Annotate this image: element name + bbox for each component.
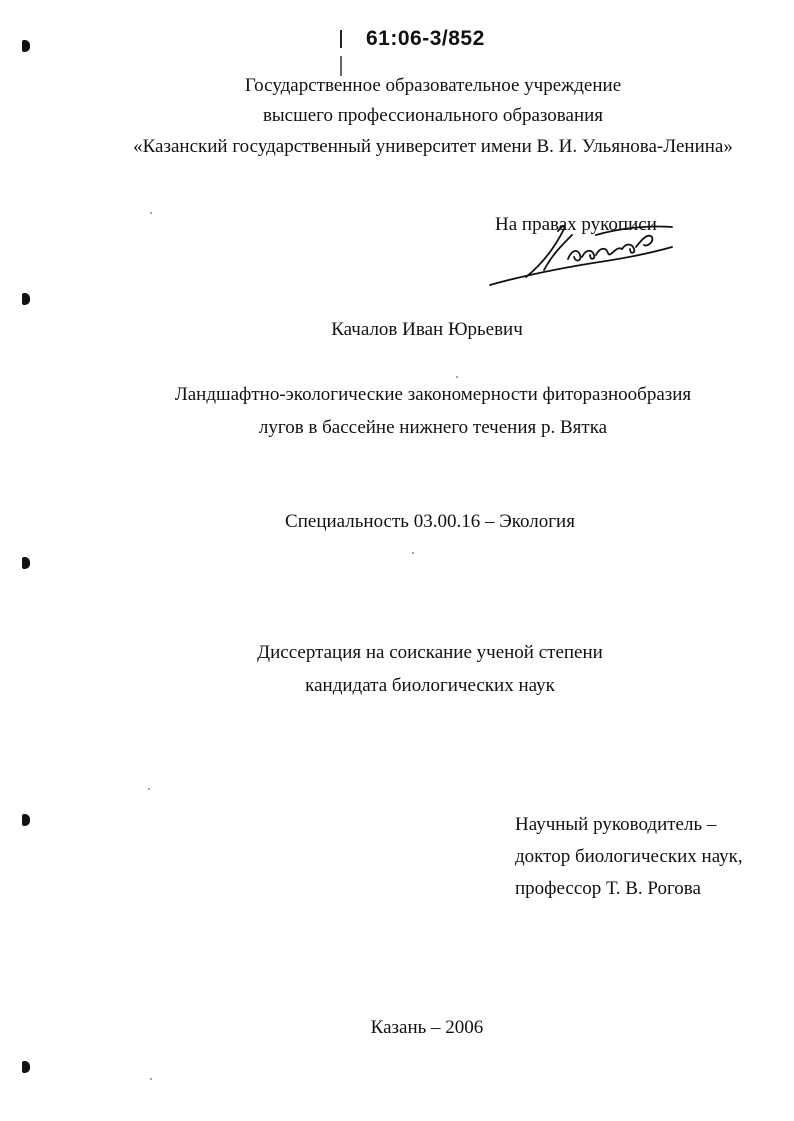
institution-line-1: Государственное образовательное учреждение [244,75,622,96]
binding-hole-mark [22,293,30,305]
institution-line-2: высшего профессионального образования [262,105,604,126]
binding-hole-mark [22,40,30,52]
binding-hole-mark [22,1061,30,1073]
binding-hole-mark [22,557,30,569]
stamp-rule [340,56,342,76]
scan-speck [412,552,414,554]
place-and-year: Казань – 2006 [370,1017,484,1038]
binding-hole-mark [22,814,30,826]
archive-code: 61:06-3/852 [366,27,485,50]
supervisor-line-1: Научный руководитель – [515,814,717,835]
scan-speck [150,1078,152,1080]
stamp-rule [340,30,342,48]
specialty: Специальность 03.00.16 – Экология [285,511,575,532]
manuscript-rights: На правах рукописи [495,214,657,235]
supervisor-line-3: профессор Т. В. Рогова [515,878,701,899]
author-name: Качалов Иван Юрьевич [331,319,523,340]
scan-speck [148,788,150,790]
thesis-title-line-2: лугов в бассейне нижнего течения р. Вятка [258,417,608,438]
institution-line-3: «Казанский государственный университет имени В. И. Ульянова-Ленина» [133,136,733,157]
supervisor-line-2: доктор биологических наук, [515,846,743,867]
scan-speck [456,376,458,378]
dissertation-line-1: Диссертация на соискание ученой степени [257,642,603,663]
author-signature [486,215,676,290]
scan-speck [150,212,152,214]
thesis-title-line-1: Ландшафтно-экологические закономерности фиторазнообразия [174,384,692,405]
dissertation-line-2: кандидата биологических наук [305,675,555,696]
